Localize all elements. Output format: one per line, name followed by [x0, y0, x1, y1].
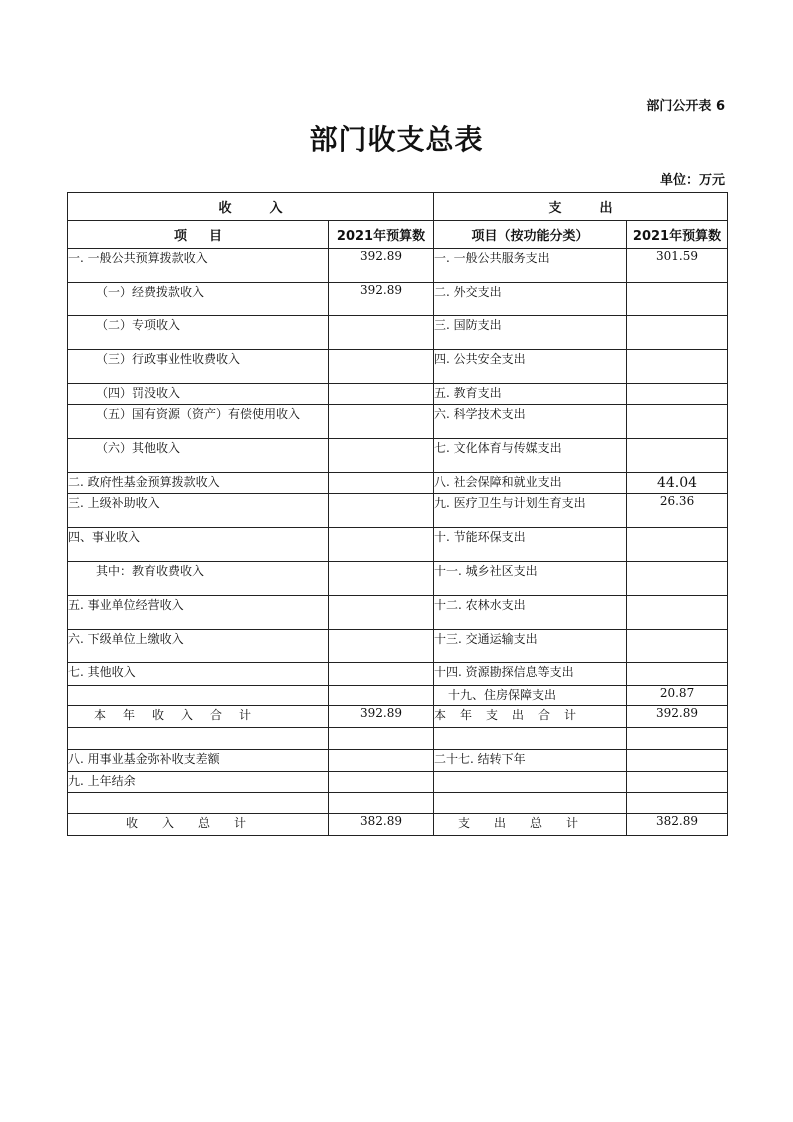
income-budget-value	[329, 562, 434, 596]
income-item-label	[68, 793, 329, 814]
income-item-label	[68, 728, 329, 750]
income-section-header: 收入	[68, 193, 434, 221]
income-item-column-header: 项目	[68, 221, 329, 249]
income-item-label: 五. 事业单位经营收入	[68, 596, 329, 630]
expense-item-label: 五. 教育支出	[434, 384, 627, 405]
income-budget-value	[329, 494, 434, 528]
expense-budget-value	[627, 630, 728, 663]
income-item-label: 其中：教育收费收入	[68, 562, 329, 596]
income-item-label: （一）经费拨款收入	[68, 283, 329, 316]
income-item-label: （四）罚没收入	[68, 384, 329, 405]
income-budget-value	[329, 439, 434, 473]
table-row	[68, 750, 728, 772]
income-budget-value: 392.89	[329, 283, 434, 316]
expense-item-label: 十三. 交通运输支出	[434, 630, 627, 663]
page-title: 部门收支总表	[309, 123, 484, 156]
expense-item-column-header: 项目（按功能分类）	[434, 221, 627, 249]
income-budget-value	[329, 793, 434, 814]
expense-item-label: 十四. 资源勘探信息等支出	[434, 663, 627, 686]
expense-subtotal-label: 本年支出合计	[434, 706, 627, 728]
expense-total-label: 支出总计	[434, 814, 627, 836]
expense-budget-value: 301.59	[627, 249, 728, 283]
expense-item-label: 九. 医疗卫生与计划生育支出	[434, 494, 627, 528]
table-section-header-row	[68, 193, 728, 221]
table-row	[68, 473, 728, 494]
expense-item-label	[434, 728, 627, 750]
expense-item-label: 十九、住房保障支出	[434, 686, 627, 706]
expense-item-label: 二十七. 结转下年	[434, 750, 627, 772]
income-item-label: 九. 上年结余	[68, 772, 329, 793]
income-budget-value	[329, 405, 434, 439]
table-row	[68, 384, 728, 405]
income-budget-value	[329, 630, 434, 663]
income-item-label: 四、事业收入	[68, 528, 329, 562]
table-row	[68, 562, 728, 596]
income-item-label: （三）行政事业性收费收入	[68, 350, 329, 384]
budget-summary-table	[67, 192, 728, 836]
expense-item-label: 八. 社会保障和就业支出	[434, 473, 627, 494]
expense-item-label: 七. 文化体育与传媒支出	[434, 439, 627, 473]
income-item-label: 六. 下级单位上缴收入	[68, 630, 329, 663]
table-row	[68, 663, 728, 686]
expense-budget-value	[627, 384, 728, 405]
income-budget-value	[329, 473, 434, 494]
expense-item-label	[434, 772, 627, 793]
expense-item-label: 十. 节能环保支出	[434, 528, 627, 562]
table-row	[68, 528, 728, 562]
income-budget-value: 392.89	[329, 249, 434, 283]
expense-budget-column-header: 2021年预算数	[627, 221, 728, 249]
expense-item-label	[434, 793, 627, 814]
income-budget-value	[329, 772, 434, 793]
income-budget-value	[329, 316, 434, 350]
expense-total-value: 382.89	[627, 814, 728, 836]
table-column-header-row	[68, 221, 728, 249]
expense-budget-value	[627, 283, 728, 316]
income-item-label: 八. 用事业基金弥补收支差额	[68, 750, 329, 772]
expense-budget-value	[627, 728, 728, 750]
expense-budget-value	[627, 663, 728, 686]
expense-budget-value	[627, 528, 728, 562]
table-row	[68, 405, 728, 439]
income-budget-value	[329, 663, 434, 686]
expense-item-label: 六. 科学技术支出	[434, 405, 627, 439]
income-budget-value	[329, 596, 434, 630]
expense-item-label: 一. 一般公共服务支出	[434, 249, 627, 283]
income-subtotal-value: 392.89	[329, 706, 434, 728]
income-total-value: 382.89	[329, 814, 434, 836]
table-row	[68, 630, 728, 663]
expense-item-label: 三. 国防支出	[434, 316, 627, 350]
table-row	[68, 706, 728, 728]
income-budget-value	[329, 384, 434, 405]
income-item-label: （二）专项收入	[68, 316, 329, 350]
income-budget-value	[329, 750, 434, 772]
income-item-label: 三. 上级补助收入	[68, 494, 329, 528]
income-item-label: （五）国有资源（资产）有偿使用收入	[68, 405, 329, 439]
expense-budget-value: 26.36	[627, 494, 728, 528]
table-row	[68, 793, 728, 814]
income-budget-value	[329, 528, 434, 562]
expense-item-label: 四. 公共安全支出	[434, 350, 627, 384]
table-row	[68, 728, 728, 750]
expense-item-label: 十二. 农林水支出	[434, 596, 627, 630]
expense-budget-value	[627, 439, 728, 473]
expense-budget-value	[627, 350, 728, 384]
expense-item-label: 十一. 城乡社区支出	[434, 562, 627, 596]
income-item-label: 一. 一般公共预算拨款收入	[68, 249, 329, 283]
unit-label: 单位：万元	[659, 173, 725, 188]
income-budget-value	[329, 350, 434, 384]
table-row	[68, 772, 728, 793]
income-budget-column-header: 2021年预算数	[329, 221, 434, 249]
expense-item-label: 二. 外交支出	[434, 283, 627, 316]
expense-budget-value	[627, 316, 728, 350]
income-item-label: （六）其他收入	[68, 439, 329, 473]
document-number: 部门公开表 6	[646, 99, 725, 114]
table-row	[68, 686, 728, 706]
income-item-label	[68, 686, 329, 706]
table-row	[68, 814, 728, 836]
table-row	[68, 316, 728, 350]
table-row	[68, 283, 728, 316]
table-row	[68, 439, 728, 473]
expense-budget-value	[627, 793, 728, 814]
expense-budget-value	[627, 750, 728, 772]
table-row	[68, 494, 728, 528]
expense-budget-value	[627, 405, 728, 439]
expense-budget-value: 44.04	[627, 473, 728, 494]
income-total-label: 收入总计	[68, 814, 329, 836]
expense-budget-value	[627, 562, 728, 596]
income-item-label: 二. 政府性基金预算拨款收入	[68, 473, 329, 494]
expense-budget-value: 20.87	[627, 686, 728, 706]
income-budget-value	[329, 686, 434, 706]
income-budget-value	[329, 728, 434, 750]
expense-section-header: 支出	[434, 193, 728, 221]
table-row	[68, 350, 728, 384]
income-item-label: 七. 其他收入	[68, 663, 329, 686]
table-row	[68, 249, 728, 283]
expense-budget-value	[627, 772, 728, 793]
expense-budget-value	[627, 596, 728, 630]
income-subtotal-label: 本年收入合计	[68, 706, 329, 728]
table-row	[68, 596, 728, 630]
expense-subtotal-value: 392.89	[627, 706, 728, 728]
